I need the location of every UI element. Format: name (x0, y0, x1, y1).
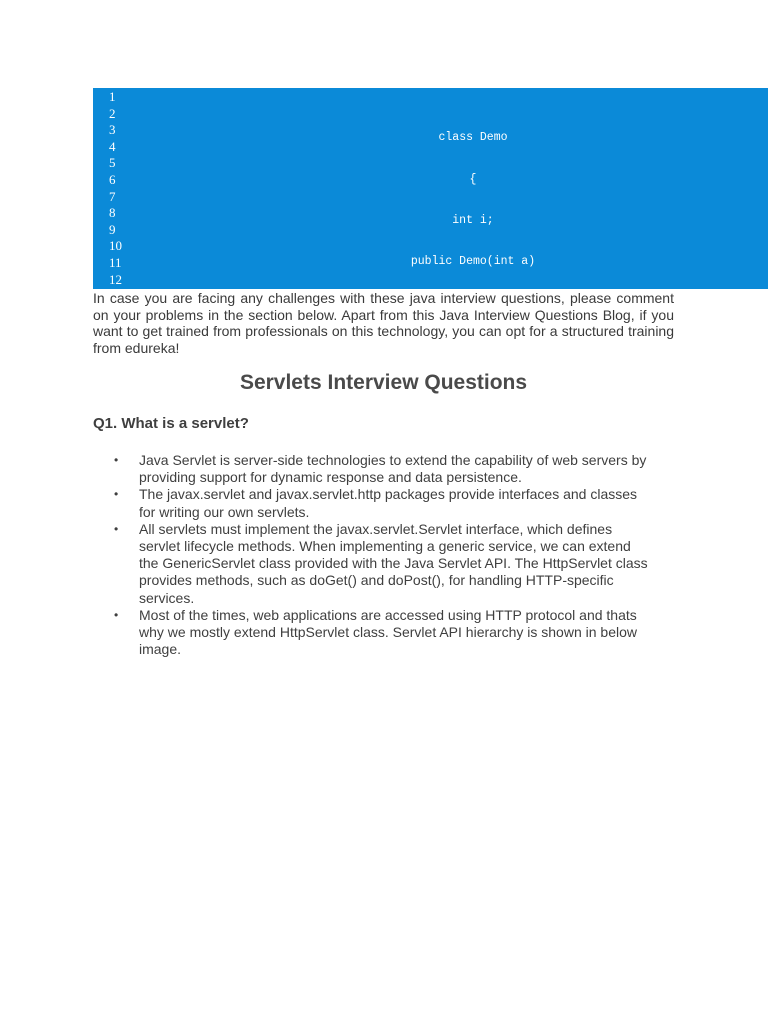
code-line: public Demo(int a) (410, 254, 536, 268)
list-item (93, 452, 653, 486)
line-number: 6 (109, 171, 116, 187)
code-lines (93, 104, 768, 289)
line-number: 5 (109, 155, 116, 171)
code-line: { (469, 172, 477, 186)
answer-list (93, 452, 653, 658)
list-item-text: The javax.servlet and javax.servlet.http packages provide interfaces and classes for writing our own servlets. (139, 486, 638, 520)
list-item (93, 607, 653, 659)
line-number: 7 (109, 188, 116, 204)
list-item (93, 486, 653, 520)
bullet-icon: • (114, 487, 119, 502)
code-line: class Demo (438, 131, 508, 145)
code-line: int i; (452, 213, 494, 227)
line-number: 11 (109, 254, 122, 270)
question-heading: Q1. What is a servlet? (93, 415, 249, 432)
list-item-text: All servlets must implement the javax.servlet.Servlet interface, which defines servlet lifecycle methods. When implementing a generic service, we can extend the GenericServlet class provided with the Java Servlet API. The HttpServlet class provides methods, such as doGet() and doPost(), for handling HTTP-specific services. (139, 520, 648, 606)
line-number: 12 (109, 271, 122, 287)
list-item (93, 521, 653, 607)
code-block (93, 88, 768, 289)
line-number: 1 (109, 89, 116, 104)
bullet-icon: • (114, 607, 119, 622)
line-number: 9 (109, 221, 116, 237)
intro-paragraph: In case you are facing any challenges with these java interview questions, please comment on your problems in the section below. Apart from this Java Interview Questions Blog, if you want to get trained from professionals on this technology, you can opt for a structured training from edureka! (93, 290, 674, 357)
list-item-text: Java Servlet is server-side technologies to extend the capability of web servers by providing support for dynamic response and data persistence. (139, 452, 647, 486)
bullet-icon: • (114, 521, 119, 536)
bullet-icon: • (114, 453, 119, 467)
line-number: 10 (109, 238, 122, 254)
line-number: 4 (109, 138, 116, 154)
section-title: Servlets Interview Questions (239, 371, 528, 394)
line-number: 3 (109, 122, 116, 138)
list-item-text: Most of the times, web applications are accessed using HTTP protocol and thats why we mostly extend HttpServlet class. Servlet API hierarchy is shown in below image. (139, 606, 637, 658)
line-number: 2 (109, 105, 116, 121)
line-number: 8 (109, 205, 116, 221)
